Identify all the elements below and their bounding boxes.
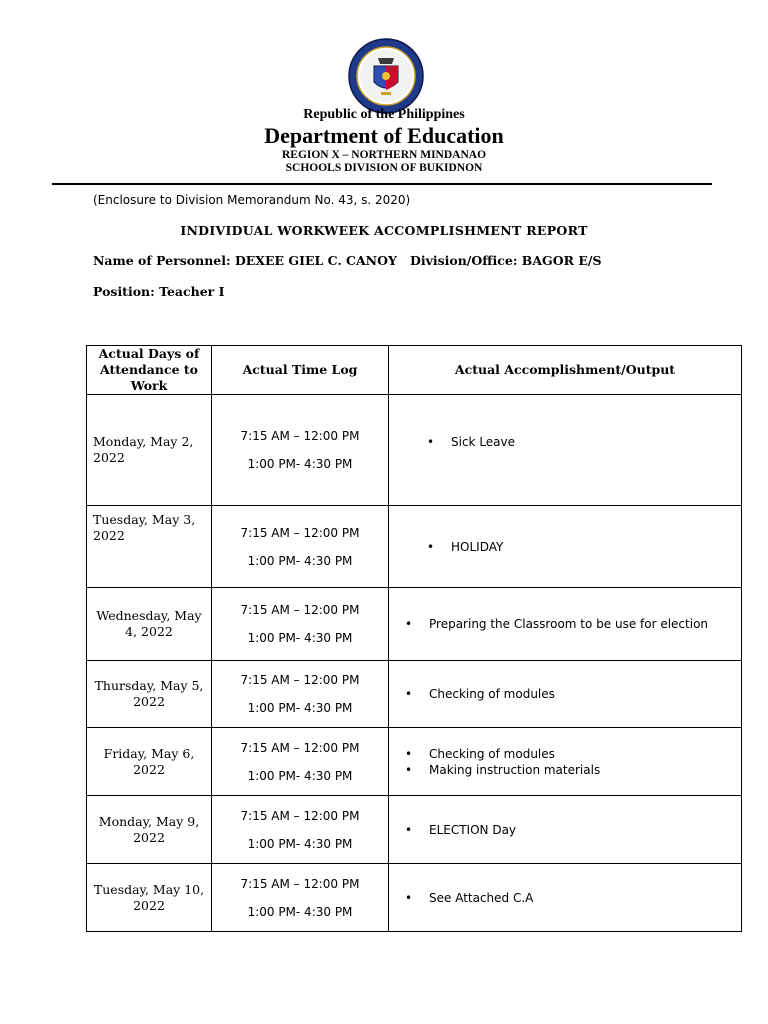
time-cell xyxy=(212,661,389,728)
table-row xyxy=(87,588,742,661)
header-divider xyxy=(52,183,712,185)
day-cell: Wednesday, May 4, 2022 xyxy=(87,588,212,661)
accomplishment-cell xyxy=(389,796,742,864)
time-am: 7:15 AM – 12:00 PM xyxy=(240,876,360,891)
accomplishment-cell xyxy=(389,506,742,588)
table-row xyxy=(87,864,742,932)
time-pm: 1:00 PM- 4:30 PM xyxy=(247,457,353,471)
time-cell xyxy=(212,864,389,932)
list-item: • Checking of modules xyxy=(429,746,733,762)
division-heading: SCHOOLS DIVISION OF BUKIDNON xyxy=(285,162,483,174)
time-pm: 1:00 PM- 4:30 PM xyxy=(247,904,353,919)
department-heading: Department of Education xyxy=(264,123,504,148)
time-cell xyxy=(212,728,389,796)
table-row xyxy=(87,728,742,796)
time-pm: 1:00 PM- 4:30 PM xyxy=(247,836,353,851)
list-item: • Preparing the Classroom to be use for election xyxy=(429,616,733,632)
header-accomplishment: Actual Accomplishment/Output xyxy=(389,346,742,395)
enclosure-note: (Enclosure to Division Memorandum No. 43, s. 2020) xyxy=(93,193,411,207)
time-am: 7:15 AM – 12:00 PM xyxy=(240,808,360,823)
list-item: • See Attached C.A xyxy=(429,890,733,906)
time-pm: 1:00 PM- 4:30 PM xyxy=(247,768,353,783)
day-cell: Tuesday, May 3, 2022 xyxy=(87,506,212,588)
position-line: Position: Teacher I xyxy=(93,284,225,299)
time-am: 7:15 AM – 12:00 PM xyxy=(240,740,360,755)
region-heading: REGION X – NORTHERN MINDANAO xyxy=(281,149,487,161)
accomplishment-table xyxy=(86,345,742,932)
table-row xyxy=(87,796,742,864)
day-cell: Friday, May 6, 2022 xyxy=(87,728,212,796)
table-row xyxy=(87,506,742,588)
header-time-log: Actual Time Log xyxy=(212,346,389,395)
day-cell: Monday, May 2, 2022 xyxy=(87,395,212,506)
day-cell: Thursday, May 5, 2022 xyxy=(87,661,212,728)
accomplishment-cell xyxy=(389,728,742,796)
time-am: 7:15 AM – 12:00 PM xyxy=(240,429,360,443)
list-item: • HOLIDAY xyxy=(451,539,733,555)
time-cell xyxy=(212,796,389,864)
time-cell xyxy=(212,395,389,506)
list-item: • Making instruction materials xyxy=(429,762,733,778)
accomplishment-cell xyxy=(389,395,742,506)
list-item: • ELECTION Day xyxy=(429,822,733,838)
table-row xyxy=(87,395,742,506)
time-pm: 1:00 PM- 4:30 PM xyxy=(247,701,353,715)
table-row xyxy=(87,661,742,728)
day-cell: Monday, May 9, 2022 xyxy=(87,796,212,864)
time-am: 7:15 AM – 12:00 PM xyxy=(240,673,360,687)
time-am: 7:15 AM – 12:00 PM xyxy=(240,603,360,617)
day-cell: Tuesday, May 10, 2022 xyxy=(87,864,212,932)
list-item: • Checking of modules xyxy=(429,686,733,702)
list-item: • Sick Leave xyxy=(451,434,733,450)
table-header-row xyxy=(87,346,742,395)
time-pm: 1:00 PM- 4:30 PM xyxy=(247,631,353,645)
accomplishment-cell xyxy=(389,864,742,932)
time-pm: 1:00 PM- 4:30 PM xyxy=(247,553,353,568)
time-am: 7:15 AM – 12:00 PM xyxy=(240,525,360,540)
time-cell xyxy=(212,506,389,588)
personnel-line: Name of Personnel: DEXEE GIEL C. CANOY Division/Office: BAGOR E/S xyxy=(93,253,602,268)
accomplishment-cell xyxy=(389,661,742,728)
report-title: INDIVIDUAL WORKWEEK ACCOMPLISHMENT REPORT xyxy=(180,223,588,238)
accomplishment-cell xyxy=(389,588,742,661)
header-days: Actual Days of Attendance to Work xyxy=(87,346,212,395)
republic-heading: Republic of the Philippines xyxy=(303,107,465,122)
deped-seal-logo xyxy=(348,38,424,114)
time-cell xyxy=(212,588,389,661)
